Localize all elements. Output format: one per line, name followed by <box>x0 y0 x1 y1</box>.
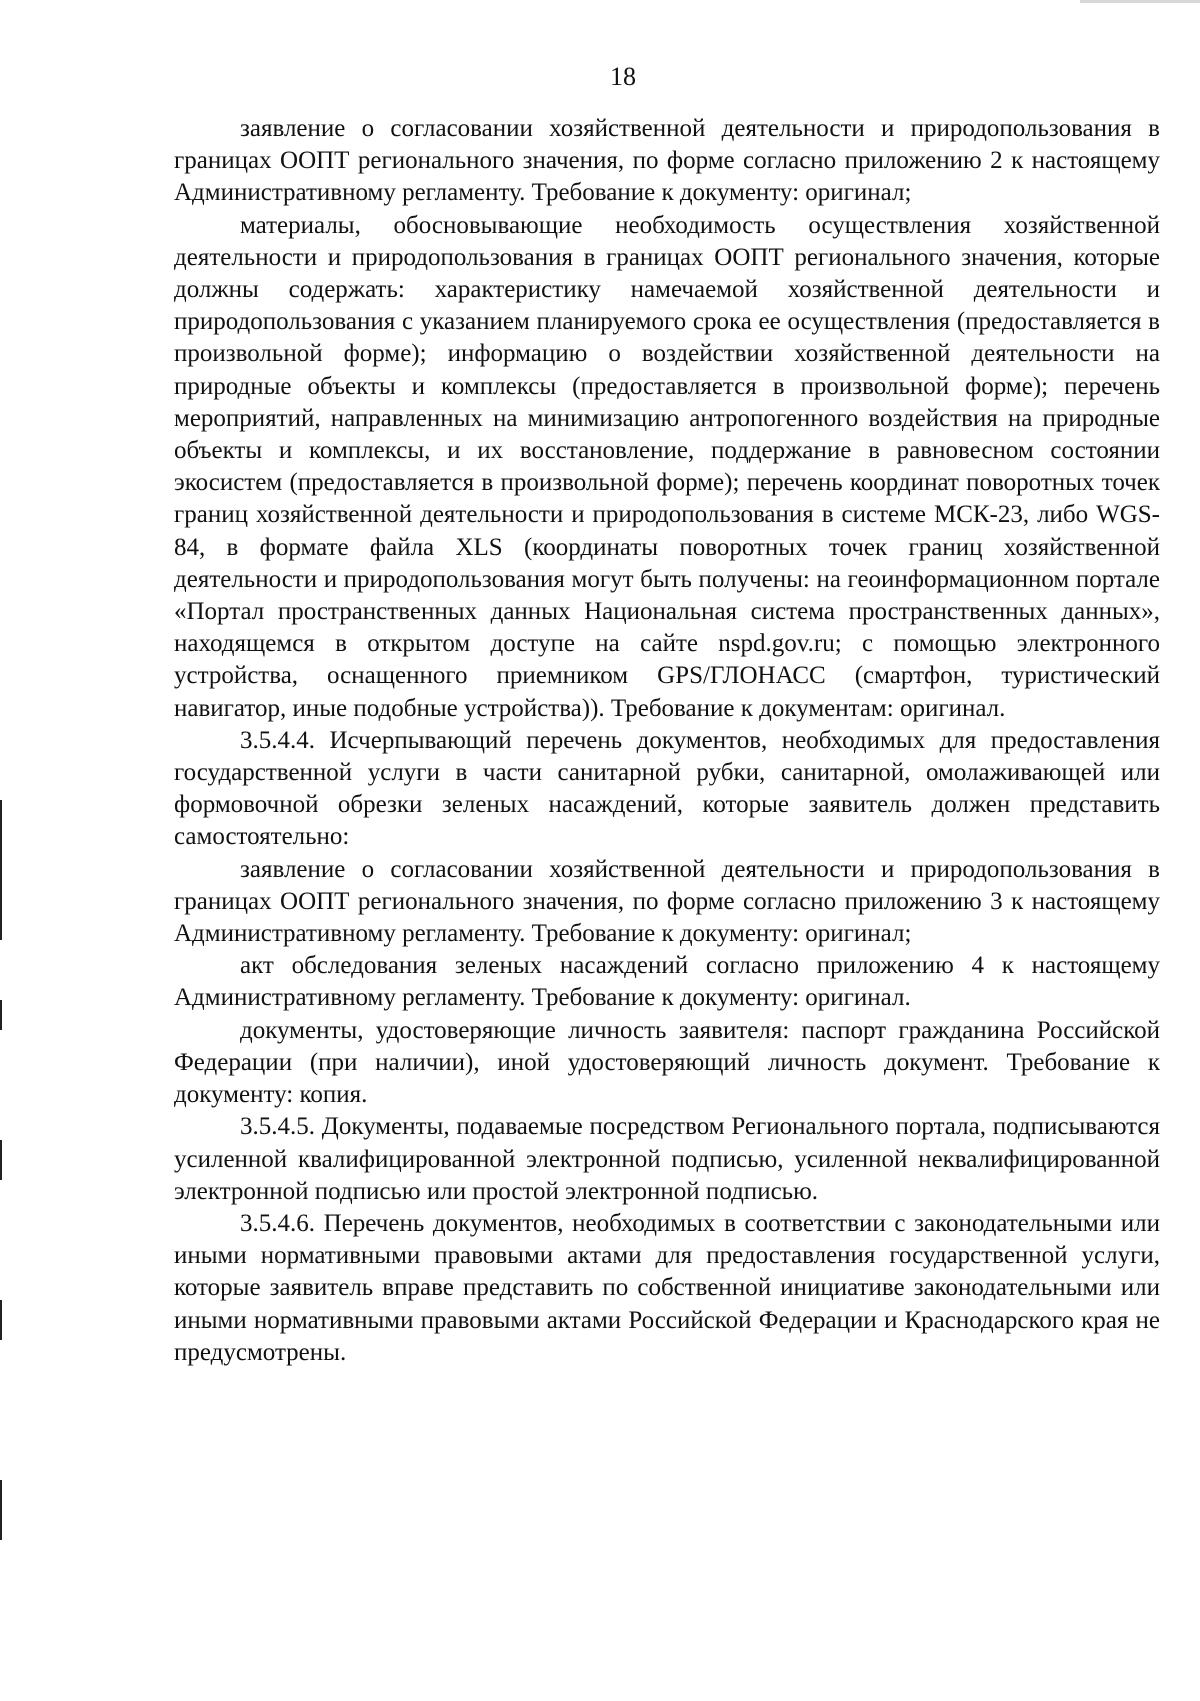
scan-edge-top <box>1080 0 1200 3</box>
paragraph-section-3-5-4-4: 3.5.4.4. Исчерпывающий перечень документов, необходимых для предоставления государственной услуги в части санитарной рубки, санитарной, омолаживающей или формовочной обрезки зеленых насаждений, которые заявитель должен представить самостоятельно: <box>174 726 1160 851</box>
scan-edge-left-1 <box>0 800 2 940</box>
paragraph-section-3-5-4-6: 3.5.4.6. Перечень документов, необходимых в соответствии с законодательными или иными нормативными правовыми актами для предоставления государственной услуги, которые заявитель вправе представить по собственной инициативе законодательными или иными нормативными правовыми актами Российской Федерации и Краснодарского края не предусмотрены. <box>174 1209 1160 1366</box>
paragraph-identity-documents: документы, удостоверяющие личность заявителя: паспорт гражданина Российской Федерации (при наличии), иной удостоверяющий личность документ. Требование к документу: копия. <box>174 1016 1160 1109</box>
paragraph-inspection-act: акт обследования зеленых насаждений согласно приложению 4 к настоящему Административному регламенту. Требование к документу: оригинал. <box>174 952 1160 1012</box>
scan-edge-left-5 <box>0 1480 2 1540</box>
paragraph-application-form-3: заявление о согласовании хозяйственной деятельности и природопользования в границах ООПТ регионального значения, по форме согласно приложению 3 к настоящему Административному регламенту. Требование к документу: оригинал; <box>174 855 1160 948</box>
paragraph-justification-materials: материалы, обосновывающие необходимость осуществления хозяйственной деятельности и природопользования в границах ООПТ регионального значения, которые должны содержать: характеристику намечаемой хозяйственной деятельности и природопользования с указанием планируемого срока ее осуществления (предоставляется в произвольной форме); информацию о воздействии хозяйственной деятельности на природные объекты и комплексы (предоставляется в произвольной форме); перечень мероприятий, направленных на минимизацию антропогенного воздействия на природные объекты и комплексы, и их восстановление, поддержание в равновесном состоянии экосистем (предоставляется в произвольной форме); перечень координат поворотных точек границ хозяйственной деятельности и природопользования в системе МСК-23, либо WGS-84, в формате файла XLS (координаты поворотных точек границ хозяйственной деятельности и природопользования могут быть получены: на геоинформационном портале «Портал пространственных данных Национальная система пространственных данных», находящемся в открытом доступе на сайте nspd.gov.ru; с помощью электронного устройства, оснащенного приемником GPS/ГЛОНАСС (смартфон, туристический навигатор, иные подобные устройства)). Требование к документам: оригинал. <box>174 211 1160 722</box>
paragraph-application-form-2: заявление о согласовании хозяйственной деятельности и природопользования в границах ООПТ регионального значения, по форме согласно приложению 2 к настоящему Административному регламенту. Требование к документу: оригинал; <box>174 115 1160 207</box>
paragraph-section-3-5-4-5: 3.5.4.5. Документы, подаваемые посредством Регионального портала, подписываются усиленной квалифицированной электронной подписью, усиленной неквалифицированной электронной подписью или простой электронной подписью. <box>174 1113 1160 1205</box>
scan-edge-left-3 <box>0 1140 2 1180</box>
scan-edge-left-4 <box>0 1300 2 1340</box>
page-number: 18 <box>610 62 636 91</box>
document-body <box>174 113 1160 1369</box>
scan-edge-left-2 <box>0 1000 2 1030</box>
